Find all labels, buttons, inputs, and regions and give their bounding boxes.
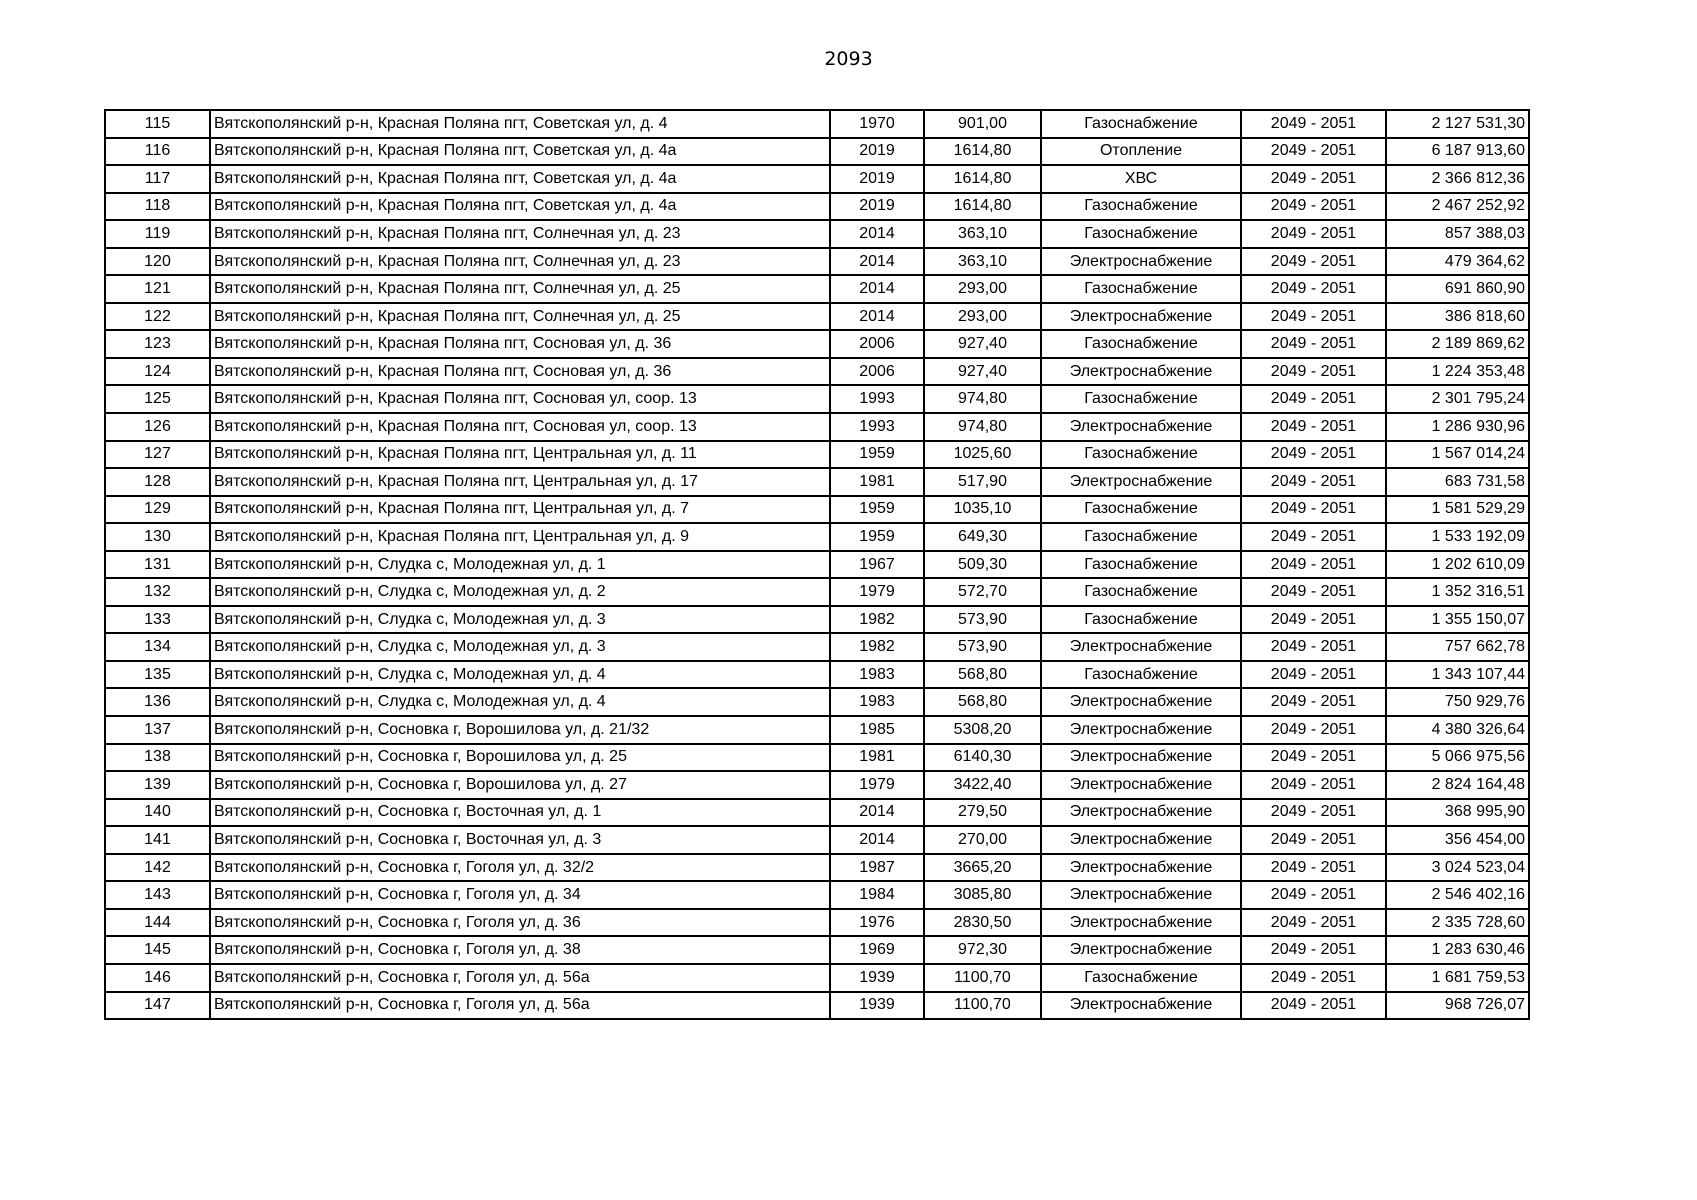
period-cell: 2049 - 2051 [1241,551,1386,579]
year-cell: 1979 [830,578,924,606]
table-row [105,799,1529,827]
area-cell: 573,90 [924,606,1041,634]
table-row [105,964,1529,992]
cost-cell: 386 818,60 [1386,303,1529,331]
row-number-cell: 131 [105,551,210,579]
cost-cell: 1 202 610,09 [1386,551,1529,579]
address-cell: Вятскополянский р-н, Красная Поляна пгт, Солнечная ул, д. 23 [210,248,830,276]
service-type-cell: Электроснабжение [1041,303,1241,331]
cost-cell: 1 567 014,24 [1386,441,1529,469]
address-cell: Вятскополянский р-н, Слудка с, Молодежная ул, д. 4 [210,688,830,716]
service-type-cell: Электроснабжение [1041,716,1241,744]
service-type-cell: Электроснабжение [1041,936,1241,964]
row-number-cell: 120 [105,248,210,276]
cost-cell: 368 995,90 [1386,799,1529,827]
period-cell: 2049 - 2051 [1241,633,1386,661]
period-cell: 2049 - 2051 [1241,385,1386,413]
period-cell: 2049 - 2051 [1241,138,1386,166]
year-cell: 2006 [830,358,924,386]
year-cell: 1959 [830,523,924,551]
table-row [105,358,1529,386]
row-number-cell: 126 [105,413,210,441]
service-type-cell: Электроснабжение [1041,771,1241,799]
cost-cell: 4 380 326,64 [1386,716,1529,744]
address-cell: Вятскополянский р-н, Сосновка г, Ворошилова ул, д. 27 [210,771,830,799]
cost-cell: 2 467 252,92 [1386,193,1529,221]
period-cell: 2049 - 2051 [1241,193,1386,221]
table-row [105,275,1529,303]
row-number-cell: 133 [105,606,210,634]
service-type-cell: Газоснабжение [1041,441,1241,469]
address-cell: Вятскополянский р-н, Сосновка г, Гоголя ул, д. 38 [210,936,830,964]
row-number-cell: 138 [105,744,210,772]
row-number-cell: 142 [105,854,210,882]
year-cell: 1959 [830,496,924,524]
table-row [105,138,1529,166]
area-cell: 572,70 [924,578,1041,606]
table-row [105,413,1529,441]
period-cell: 2049 - 2051 [1241,441,1386,469]
year-cell: 1967 [830,551,924,579]
table-row [105,771,1529,799]
address-cell: Вятскополянский р-н, Красная Поляна пгт, Солнечная ул, д. 25 [210,303,830,331]
area-cell: 3085,80 [924,881,1041,909]
year-cell: 2014 [830,220,924,248]
service-type-cell: Газоснабжение [1041,551,1241,579]
area-cell: 649,30 [924,523,1041,551]
service-type-cell: Электроснабжение [1041,881,1241,909]
row-number-cell: 137 [105,716,210,744]
year-cell: 1983 [830,688,924,716]
cost-cell: 1 681 759,53 [1386,964,1529,992]
address-cell: Вятскополянский р-н, Красная Поляна пгт, Советская ул, д. 4а [210,165,830,193]
table-row [105,303,1529,331]
period-cell: 2049 - 2051 [1241,303,1386,331]
address-cell: Вятскополянский р-н, Красная Поляна пгт, Солнечная ул, д. 25 [210,275,830,303]
year-cell: 1982 [830,633,924,661]
row-number-cell: 123 [105,330,210,358]
table-row [105,248,1529,276]
address-cell: Вятскополянский р-н, Красная Поляна пгт, Советская ул, д. 4а [210,193,830,221]
area-cell: 1100,70 [924,992,1041,1020]
year-cell: 2019 [830,193,924,221]
table-row [105,441,1529,469]
cost-cell: 2 189 869,62 [1386,330,1529,358]
table-row [105,716,1529,744]
service-type-cell: Газоснабжение [1041,496,1241,524]
row-number-cell: 141 [105,826,210,854]
cost-cell: 691 860,90 [1386,275,1529,303]
cost-cell: 2 366 812,36 [1386,165,1529,193]
service-type-cell: Газоснабжение [1041,385,1241,413]
area-cell: 901,00 [924,110,1041,138]
table-row [105,110,1529,138]
year-cell: 2014 [830,826,924,854]
address-cell: Вятскополянский р-н, Красная Поляна пгт, Сосновая ул, соор. 13 [210,385,830,413]
area-cell: 270,00 [924,826,1041,854]
register-table [104,109,1530,1020]
period-cell: 2049 - 2051 [1241,110,1386,138]
address-cell: Вятскополянский р-н, Красная Поляна пгт, Советская ул, д. 4а [210,138,830,166]
table-row [105,688,1529,716]
cost-cell: 857 388,03 [1386,220,1529,248]
row-number-cell: 144 [105,909,210,937]
address-cell: Вятскополянский р-н, Сосновка г, Гоголя ул, д. 32/2 [210,854,830,882]
table-row [105,992,1529,1020]
service-type-cell: Электроснабжение [1041,744,1241,772]
service-type-cell: ХВС [1041,165,1241,193]
year-cell: 1993 [830,385,924,413]
year-cell: 1981 [830,744,924,772]
period-cell: 2049 - 2051 [1241,936,1386,964]
year-cell: 1979 [830,771,924,799]
area-cell: 1025,60 [924,441,1041,469]
service-type-cell: Газоснабжение [1041,275,1241,303]
table-row [105,661,1529,689]
service-type-cell: Газоснабжение [1041,606,1241,634]
table-row [105,854,1529,882]
area-cell: 293,00 [924,303,1041,331]
row-number-cell: 116 [105,138,210,166]
year-cell: 1959 [830,441,924,469]
year-cell: 1976 [830,909,924,937]
table-row [105,881,1529,909]
address-cell: Вятскополянский р-н, Слудка с, Молодежная ул, д. 2 [210,578,830,606]
period-cell: 2049 - 2051 [1241,330,1386,358]
address-cell: Вятскополянский р-н, Слудка с, Молодежная ул, д. 1 [210,551,830,579]
service-type-cell: Электроснабжение [1041,468,1241,496]
row-number-cell: 122 [105,303,210,331]
table-row [105,523,1529,551]
year-cell: 1985 [830,716,924,744]
area-cell: 363,10 [924,248,1041,276]
page-number: 2093 [824,48,873,70]
row-number-cell: 146 [105,964,210,992]
table-row [105,193,1529,221]
area-cell: 927,40 [924,358,1041,386]
year-cell: 1984 [830,881,924,909]
year-cell: 1987 [830,854,924,882]
period-cell: 2049 - 2051 [1241,661,1386,689]
row-number-cell: 129 [105,496,210,524]
service-type-cell: Электроснабжение [1041,358,1241,386]
address-cell: Вятскополянский р-н, Сосновка г, Ворошилова ул, д. 21/32 [210,716,830,744]
address-cell: Вятскополянский р-н, Красная Поляна пгт, Советская ул, д. 4 [210,110,830,138]
area-cell: 568,80 [924,661,1041,689]
cost-cell: 757 662,78 [1386,633,1529,661]
area-cell: 5308,20 [924,716,1041,744]
row-number-cell: 143 [105,881,210,909]
row-number-cell: 121 [105,275,210,303]
table-row [105,385,1529,413]
service-type-cell: Газоснабжение [1041,330,1241,358]
period-cell: 2049 - 2051 [1241,468,1386,496]
area-cell: 1614,80 [924,138,1041,166]
cost-cell: 6 187 913,60 [1386,138,1529,166]
service-type-cell: Электроснабжение [1041,826,1241,854]
cost-cell: 968 726,07 [1386,992,1529,1020]
period-cell: 2049 - 2051 [1241,413,1386,441]
cost-cell: 5 066 975,56 [1386,744,1529,772]
cost-cell: 2 127 531,30 [1386,110,1529,138]
year-cell: 1970 [830,110,924,138]
table-row [105,909,1529,937]
year-cell: 1969 [830,936,924,964]
area-cell: 279,50 [924,799,1041,827]
row-number-cell: 128 [105,468,210,496]
table-row [105,551,1529,579]
service-type-cell: Отопление [1041,138,1241,166]
service-type-cell: Электроснабжение [1041,688,1241,716]
address-cell: Вятскополянский р-н, Сосновка г, Гоголя ул, д. 34 [210,881,830,909]
period-cell: 2049 - 2051 [1241,992,1386,1020]
year-cell: 2014 [830,275,924,303]
address-cell: Вятскополянский р-н, Красная Поляна пгт, Солнечная ул, д. 23 [210,220,830,248]
service-type-cell: Газоснабжение [1041,193,1241,221]
area-cell: 974,80 [924,385,1041,413]
area-cell: 517,90 [924,468,1041,496]
area-cell: 568,80 [924,688,1041,716]
address-cell: Вятскополянский р-н, Сосновка г, Ворошилова ул, д. 25 [210,744,830,772]
table-row [105,826,1529,854]
address-cell: Вятскополянский р-н, Сосновка г, Гоголя ул, д. 56а [210,964,830,992]
service-type-cell: Электроснабжение [1041,799,1241,827]
service-type-cell: Электроснабжение [1041,992,1241,1020]
period-cell: 2049 - 2051 [1241,496,1386,524]
area-cell: 1035,10 [924,496,1041,524]
cost-cell: 1 533 192,09 [1386,523,1529,551]
period-cell: 2049 - 2051 [1241,909,1386,937]
year-cell: 1983 [830,661,924,689]
period-cell: 2049 - 2051 [1241,799,1386,827]
cost-cell: 1 355 150,07 [1386,606,1529,634]
table-row [105,165,1529,193]
service-type-cell: Газоснабжение [1041,964,1241,992]
area-cell: 927,40 [924,330,1041,358]
row-number-cell: 135 [105,661,210,689]
cost-cell: 356 454,00 [1386,826,1529,854]
cost-cell: 2 824 164,48 [1386,771,1529,799]
year-cell: 2014 [830,248,924,276]
area-cell: 3665,20 [924,854,1041,882]
area-cell: 3422,40 [924,771,1041,799]
table-row [105,496,1529,524]
table-row [105,330,1529,358]
cost-cell: 2 301 795,24 [1386,385,1529,413]
row-number-cell: 119 [105,220,210,248]
period-cell: 2049 - 2051 [1241,165,1386,193]
cost-cell: 3 024 523,04 [1386,854,1529,882]
area-cell: 972,30 [924,936,1041,964]
row-number-cell: 130 [105,523,210,551]
address-cell: Вятскополянский р-н, Слудка с, Молодежная ул, д. 3 [210,633,830,661]
row-number-cell: 125 [105,385,210,413]
row-number-cell: 117 [105,165,210,193]
year-cell: 2019 [830,138,924,166]
table-row [105,468,1529,496]
area-cell: 2830,50 [924,909,1041,937]
year-cell: 1993 [830,413,924,441]
year-cell: 2019 [830,165,924,193]
period-cell: 2049 - 2051 [1241,248,1386,276]
address-cell: Вятскополянский р-н, Слудка с, Молодежная ул, д. 3 [210,606,830,634]
cost-cell: 1 581 529,29 [1386,496,1529,524]
area-cell: 293,00 [924,275,1041,303]
row-number-cell: 118 [105,193,210,221]
row-number-cell: 115 [105,110,210,138]
row-number-cell: 140 [105,799,210,827]
cost-cell: 479 364,62 [1386,248,1529,276]
period-cell: 2049 - 2051 [1241,606,1386,634]
period-cell: 2049 - 2051 [1241,578,1386,606]
year-cell: 1981 [830,468,924,496]
area-cell: 1614,80 [924,193,1041,221]
cost-cell: 1 352 316,51 [1386,578,1529,606]
year-cell: 2014 [830,303,924,331]
address-cell: Вятскополянский р-н, Красная Поляна пгт, Сосновая ул, д. 36 [210,330,830,358]
row-number-cell: 127 [105,441,210,469]
row-number-cell: 139 [105,771,210,799]
cost-cell: 1 224 353,48 [1386,358,1529,386]
cost-cell: 1 283 630,46 [1386,936,1529,964]
period-cell: 2049 - 2051 [1241,964,1386,992]
period-cell: 2049 - 2051 [1241,688,1386,716]
period-cell: 2049 - 2051 [1241,826,1386,854]
period-cell: 2049 - 2051 [1241,716,1386,744]
area-cell: 573,90 [924,633,1041,661]
cost-cell: 1 343 107,44 [1386,661,1529,689]
address-cell: Вятскополянский р-н, Красная Поляна пгт, Центральная ул, д. 9 [210,523,830,551]
row-number-cell: 132 [105,578,210,606]
cost-cell: 2 335 728,60 [1386,909,1529,937]
table-row [105,220,1529,248]
address-cell: Вятскополянский р-н, Красная Поляна пгт, Сосновая ул, соор. 13 [210,413,830,441]
service-type-cell: Электроснабжение [1041,909,1241,937]
address-cell: Вятскополянский р-н, Сосновка г, Гоголя ул, д. 56а [210,992,830,1020]
address-cell: Вятскополянский р-н, Красная Поляна пгт, Центральная ул, д. 7 [210,496,830,524]
year-cell: 1939 [830,992,924,1020]
year-cell: 1939 [830,964,924,992]
period-cell: 2049 - 2051 [1241,771,1386,799]
address-cell: Вятскополянский р-н, Сосновка г, Гоголя ул, д. 36 [210,909,830,937]
row-number-cell: 136 [105,688,210,716]
table-row [105,578,1529,606]
period-cell: 2049 - 2051 [1241,220,1386,248]
area-cell: 363,10 [924,220,1041,248]
period-cell: 2049 - 2051 [1241,358,1386,386]
service-type-cell: Газоснабжение [1041,661,1241,689]
service-type-cell: Электроснабжение [1041,633,1241,661]
cost-cell: 683 731,58 [1386,468,1529,496]
address-cell: Вятскополянский р-н, Красная Поляна пгт, Сосновая ул, д. 36 [210,358,830,386]
address-cell: Вятскополянский р-н, Красная Поляна пгт, Центральная ул, д. 17 [210,468,830,496]
table-row [105,936,1529,964]
row-number-cell: 124 [105,358,210,386]
cost-cell: 750 929,76 [1386,688,1529,716]
period-cell: 2049 - 2051 [1241,275,1386,303]
address-cell: Вятскополянский р-н, Красная Поляна пгт, Центральная ул, д. 11 [210,441,830,469]
cost-cell: 2 546 402,16 [1386,881,1529,909]
cost-cell: 1 286 930,96 [1386,413,1529,441]
service-type-cell: Газоснабжение [1041,110,1241,138]
period-cell: 2049 - 2051 [1241,744,1386,772]
area-cell: 6140,30 [924,744,1041,772]
table-row [105,744,1529,772]
address-cell: Вятскополянский р-н, Сосновка г, Восточная ул, д. 1 [210,799,830,827]
area-cell: 509,30 [924,551,1041,579]
row-number-cell: 134 [105,633,210,661]
service-type-cell: Электроснабжение [1041,413,1241,441]
row-number-cell: 147 [105,992,210,1020]
period-cell: 2049 - 2051 [1241,881,1386,909]
address-cell: Вятскополянский р-н, Сосновка г, Восточная ул, д. 3 [210,826,830,854]
row-number-cell: 145 [105,936,210,964]
service-type-cell: Электроснабжение [1041,248,1241,276]
year-cell: 2006 [830,330,924,358]
area-cell: 1614,80 [924,165,1041,193]
service-type-cell: Газоснабжение [1041,220,1241,248]
year-cell: 1982 [830,606,924,634]
service-type-cell: Электроснабжение [1041,854,1241,882]
service-type-cell: Газоснабжение [1041,523,1241,551]
address-cell: Вятскополянский р-н, Слудка с, Молодежная ул, д. 4 [210,661,830,689]
service-type-cell: Газоснабжение [1041,578,1241,606]
register-body [105,110,1529,1019]
year-cell: 2014 [830,799,924,827]
table-row [105,633,1529,661]
period-cell: 2049 - 2051 [1241,854,1386,882]
area-cell: 1100,70 [924,964,1041,992]
table-row [105,606,1529,634]
period-cell: 2049 - 2051 [1241,523,1386,551]
area-cell: 974,80 [924,413,1041,441]
